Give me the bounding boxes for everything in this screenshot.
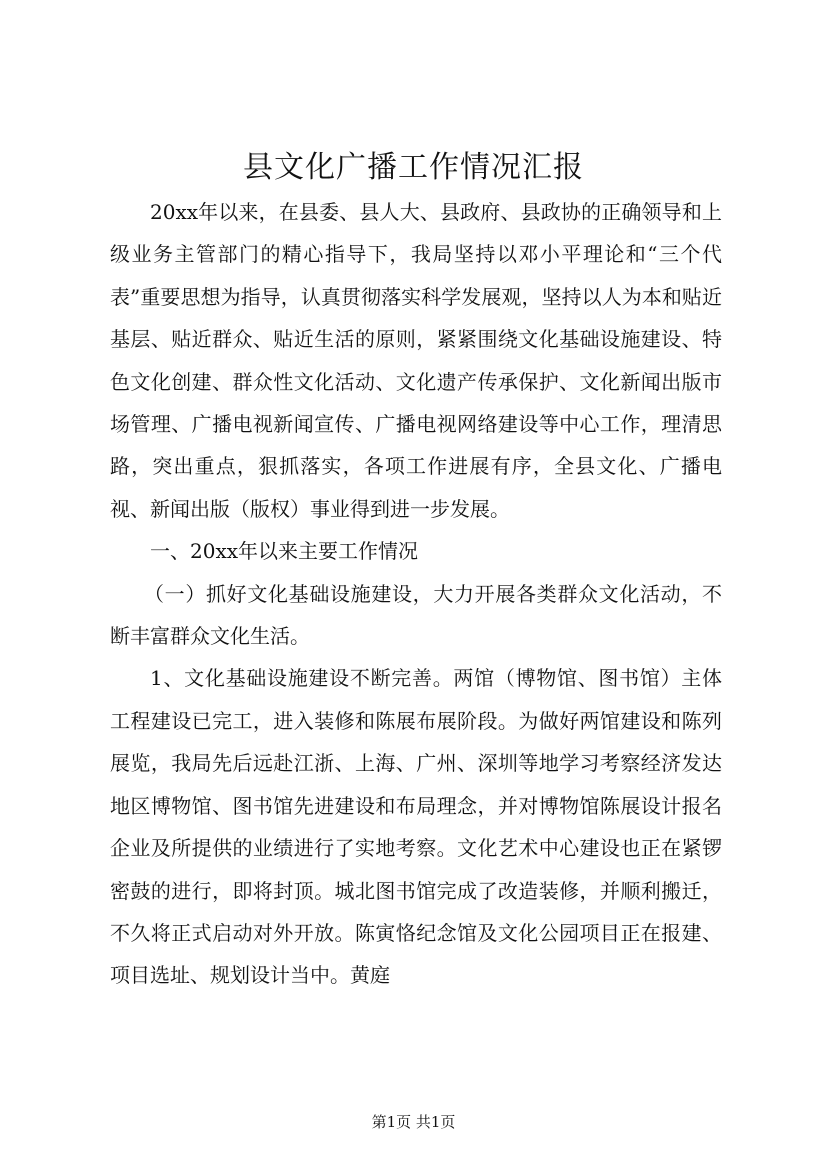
- subsection-heading-1: （一）抓好文化基础设施建设，大力开展各类群众文化活动，不断丰富群众文化生活。: [110, 581, 722, 649]
- paragraph-intro: 20xx年以来，在县委、县人大、县政府、县政协的正确领导和上级业务主管部门的精心指导下，我局坚持以邓小平理论和“三个代表”重要思想为指导，认真贯彻落实科学发展观，坚持以人为本和贴近基层、贴近群众、贴近生活的原则，紧紧围绕文化基础设施建设、特色文化创建、群众性文化活动、文化遗产传承保护、文化新闻出版市场管理、广播电视新闻宣传、广播电视网络建设等中心工作，理清思路，突出重点，狠抓落实，各项工作进展有序，全县文化、广播电视、新闻出版（版权）事业得到进一步发展。: [110, 200, 722, 521]
- section-heading-1: 一、20xx年以来主要工作情况: [150, 539, 419, 564]
- document-title: 县文化广播工作情况汇报: [243, 150, 584, 185]
- document-body: [110, 191, 722, 997]
- page-footer: 第1页 共1页: [371, 1113, 456, 1131]
- paragraph-item-1: 1、文化基础设施建设不断完善。两馆（博物馆、图书馆）主体工程建设已完工，进入装修和陈展布展阶段。为做好两馆建设和陈列展览，我局先后远赴江浙、上海、广州、深圳等地学习考察经济发达地区博物馆、图书馆先进建设和布局理念，并对博物馆陈展设计报名企业及所提供的业绩进行了实地考察。文化艺术中心建设也正在紧锣密鼓的进行，即将封顶。城北图书馆完成了改造装修，并顺利搬迁，不久将正式启动对外开放。陈寅恪纪念馆及文化公园项目正在报建、项目选址、规划设计当中。黄庭: [110, 666, 722, 988]
